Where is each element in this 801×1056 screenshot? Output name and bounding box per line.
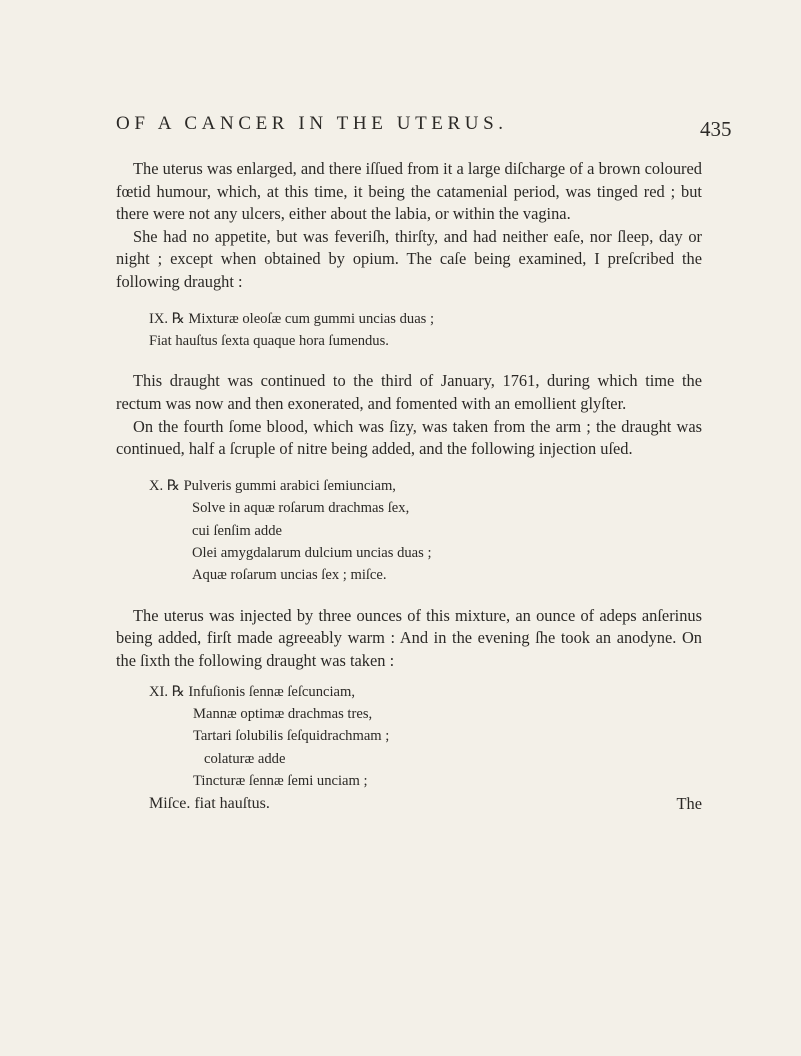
prescription-line: Tincturæ ſennæ ſemi unciam ;	[193, 773, 368, 790]
paragraph-draught-continued: This draught was continued to the third of January, 1761, during which time the rectum was now and then exonerated, and fomented with an emollient glyſter.	[116, 371, 702, 413]
prescription-line: Mannæ optimæ drachmas tres,	[193, 705, 373, 722]
prescription-line: Fiat hauſtus ſexta quaque hora ſumendus.	[149, 332, 389, 349]
prescription-line: Tartari ſolubilis ſeſquidrachmam ;	[193, 728, 390, 745]
page-number: 435	[700, 117, 732, 141]
prescription-line: colaturæ adde	[204, 750, 286, 767]
prescription-line: Olei amygdalarum dulcium uncias duas ;	[192, 544, 432, 561]
prescription-final-line	[149, 793, 702, 815]
prescription-line: IX. ℞ Mixturæ oleoſæ cum gummi uncias duas ;	[149, 310, 435, 327]
prescription-line: Miſce. fiat hauſtus.	[149, 794, 270, 812]
paragraph-fourth-day: On the fourth ſome blood, which was ſizy, was taken from the arm ; the draught was continued, half a ſcruple of nitre being added, and the following injection uſed.	[116, 416, 702, 459]
body-text	[116, 158, 702, 815]
prescription-xi	[149, 681, 702, 815]
prescription-line: Aquæ roſarum uncias ſex ; miſce.	[192, 567, 387, 584]
prescription-ix	[149, 308, 702, 353]
prescription-line: X. ℞ Pulveris gummi arabici ſemiunciam,	[149, 477, 396, 494]
prescription-x	[149, 475, 702, 587]
paragraph-injection: The uterus was injected by three ounces of this mixture, an ounce of adeps anſerinus being added, firſt made agreeably warm : And in the evening ſhe took an anodyne. On the ſixth the following draught was taken :	[116, 605, 702, 670]
prescription-line: cui ſenſim adde	[192, 522, 282, 539]
paragraph-symptoms: She had no appetite, but was feveriſh, thirſty, and had neither eaſe, nor ſleep, day or night ; except when obtained by opium. The caſe being examined, I preſcribed the following draught :	[116, 226, 702, 291]
catchword: The	[676, 793, 702, 813]
running-head: OF A CANCER IN THE UTERUS.	[116, 113, 508, 134]
prescription-line: Solve in aquæ roſarum drachmas ſex,	[192, 500, 410, 517]
prescription-line: XI. ℞ Infuſionis ſennæ ſeſcunciam,	[149, 683, 356, 700]
paragraph-uterus-discharge: The uterus was enlarged, and there iſſued from it a large diſcharge of a brown coloured fœtid humour, which, at this time, it being the catamenial period, was tinged red ; but there were not any ulcers, either about the labia, or within the vagina.	[116, 159, 702, 224]
